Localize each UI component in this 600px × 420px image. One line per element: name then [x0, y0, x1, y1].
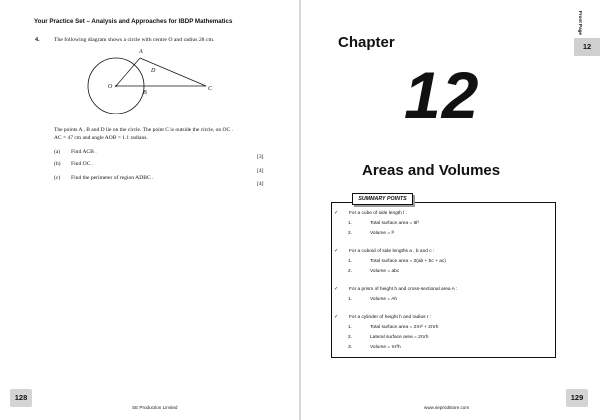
part-text: Find OC . [71, 161, 94, 167]
label-d: D [151, 68, 156, 74]
summary-box [331, 202, 556, 358]
question-info [54, 127, 284, 142]
info-line-1: The points A , B and D lie on the circle. The point C is outside the circle, on OC . [54, 127, 233, 133]
part-marks: [3] [257, 154, 264, 160]
part-text: Find the perimeter of region ADBC . [71, 175, 154, 181]
part-text: Find ACB . [71, 149, 97, 155]
chapter-number: 12 [404, 58, 480, 132]
side-tab-number: 12 [574, 38, 600, 56]
chapter-title: Areas and Volumes [362, 162, 501, 179]
chapter-word: Chapter [338, 34, 395, 51]
book-spread: Your Practice Set – Analysis and Approaches for IBDP Mathematics 4. The following diagram shows a circle with centre O and radius 28 cm. A D B C O The points A , B and D lie on the circle. The point C is outside the circle, on OC . AC = 47 cm and angle AOB = 1.1 radians. (a) Find ACB . [3] (b) Find OC . [4] (c) Find the perimeter of region ADBC . [4] 128 SE Production Limited Front Page 12 Chapter 12 Areas and Volumes SUMMARY POINTS ✓ For a cube of side length l : 1. Total surface area = 6l² 2. Volume = l³ ✓ For a cuboid of side lengths a , b and c : 1. Total surface area = 2(ab + bc + ac) 2. Volume = abc ✓ For a prism of height h and cross-sectional area A : 1. Volume = Ah ✓ For a cylinder of height h and radius r : 1. Total surface area = 2πr² + 2πrh 2. Lateral surface area = 2πrh 3. Volume = πr²h 129 www.seprodstore.com [0, 0, 600, 420]
check-icon: ✓ [334, 287, 339, 292]
label-b: B [143, 90, 147, 96]
question-number: 4. [35, 37, 40, 43]
footer-right: www.seprodstore.com [424, 405, 470, 410]
line-oa [116, 58, 140, 86]
side-tab-label [572, 5, 598, 35]
line-ac [140, 58, 206, 86]
part-label: (c) [54, 175, 61, 181]
part-marks: [4] [257, 168, 264, 174]
part-label: (b) [54, 161, 61, 167]
label-o: O [108, 84, 113, 90]
part-marks: [4] [257, 181, 264, 187]
page-number-right: 129 [566, 389, 588, 407]
centre-point [115, 85, 117, 87]
summary-header: SUMMARY POINTS [352, 193, 413, 205]
circle-diagram [76, 44, 226, 114]
page-number-left: 128 [10, 389, 32, 407]
label-c: C [208, 86, 213, 92]
label-a: A [139, 49, 143, 55]
running-head: Your Practice Set – Analysis and Approaches for IBDP Mathematics [34, 18, 233, 25]
footer-left: SE Production Limited [132, 405, 178, 410]
check-icon: ✓ [334, 315, 339, 320]
side-tab-label-text: Front Page [578, 11, 583, 35]
question-stem: The following diagram shows a circle with centre O and radius 28 cm. [54, 37, 215, 43]
check-icon: ✓ [334, 249, 339, 254]
page-gutter [299, 0, 301, 420]
info-line-2: AC = 47 cm and angle AOB = 1.1 radians. [54, 134, 148, 141]
check-icon: ✓ [334, 211, 339, 216]
part-label: (a) [54, 149, 61, 155]
